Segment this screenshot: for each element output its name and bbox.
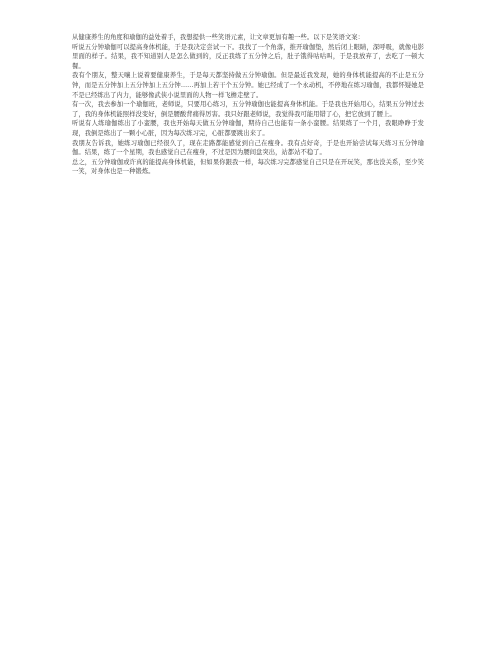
paragraph-friend-perpetual-motion: 我有个朋友，整天嚷上说着要健康养生，于是每天都坚持做五分钟瑜伽。但是最近我发现，她的身体机能提高的不止是五分钟，而是五分钟加上五分钟加上五分钟……再加上若干个五分钟。她已经成了一个永动机，不停地在练习瑜伽，我都怀疑她是不是已经练出了内力，能够像武侠小说里面的人物一样飞檐走壁了。 bbox=[72, 72, 424, 99]
paragraph-slimming: 我朋友告诉我，她练习瑜伽已经很久了，现在走路都能感觉到自己在瘦身。我有点好奇，于是也开始尝试每天练习五分钟瑜伽。结果，练了一个星期，我也感觉自己在瘦身，不过是因为腰间盘突出，站都站不稳了。 bbox=[72, 139, 424, 157]
paragraph-small-waist: 听说有人练瑜伽练出了小蛮腰，我也开始每天做五分钟瑜伽，期待自己也能有一条小蛮腰。结果练了一个月，我眼睁睁于发现，我倒是练出了一颗小心脏，因为每次练习完，心脏都要跳出来了。 bbox=[72, 120, 424, 137]
intro-paragraph: 从健康养生的角度和瑜伽的益处着手，我想提供一些笑语元素，让文章更加有趣一些。以下是笑语文案： bbox=[72, 34, 364, 41]
paragraph-hunger-story: 听说五分钟瑜伽可以提高身体机能，于是我决定尝试一下。我找了一个角落，推开瑜伽垫，然后闭上眼睛，深呼吸，就像电影里面的样子。结果，我不知道别人是怎么做到的，反正我练了五分钟之后，肚子饿得咕咕叫，于是我放弃了，去吃了一顿大餐。 bbox=[72, 43, 424, 70]
paragraph-yoga-class: 有一次，我去参加一个瑜伽班，老师说，只要用心练习，五分钟瑜伽也能提高身体机能。于是我也开始用心，结果五分钟过去了，我的身体机能照样没变好，倒是腰酸背痛得厉害。我只好跟老师说，我觉得我可能用错了心，把它放到了腰上。 bbox=[72, 101, 424, 118]
document-body bbox=[72, 33, 424, 177]
conclusion-paragraph: 总之，五分钟瑜伽或许真的能提高身体机能，但如果你跟我一样，每次练习完都感觉自己只是在开玩笑，那也没关系，至少笑一笑，对身体也是一种锻炼。 bbox=[72, 158, 424, 176]
